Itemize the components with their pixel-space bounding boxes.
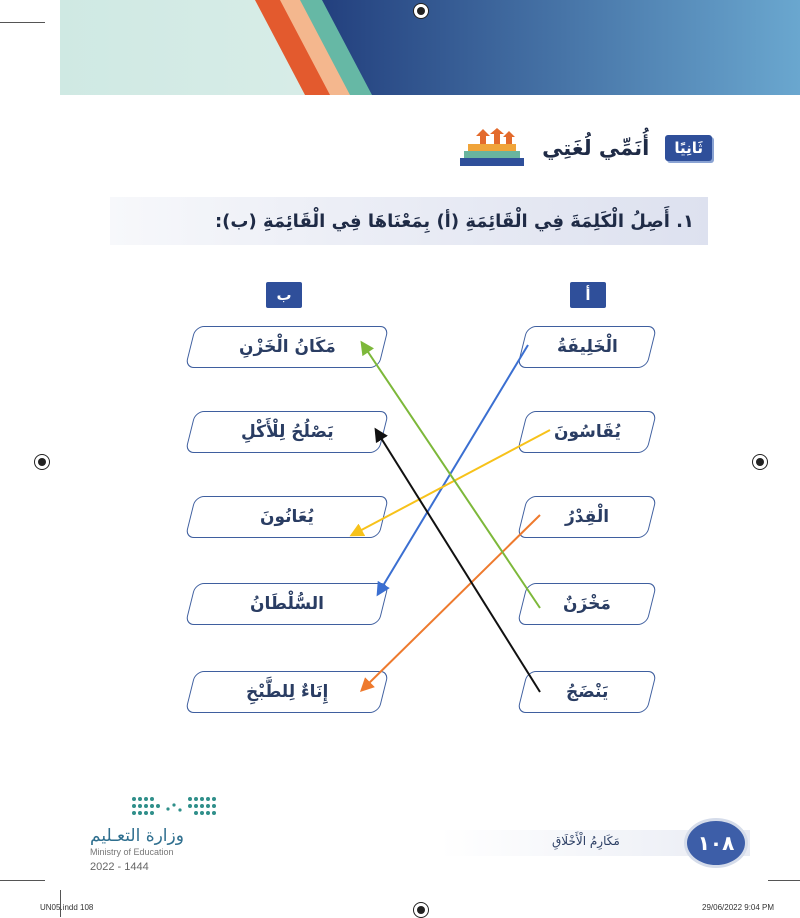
list-b-item[interactable]: السُّلْطَانُ <box>185 583 389 625</box>
ministry-name-arabic: وزارة التعـليم <box>90 826 184 846</box>
print-timestamp: 29/06/2022 9:04 PM <box>702 903 775 912</box>
unit-name: مَكَارِمُ الْأَخْلَاقِ <box>552 834 620 848</box>
registration-mark <box>34 454 50 470</box>
page-number: ١٠٨ <box>684 818 748 868</box>
edition-year: 2022 - 1444 <box>90 861 149 873</box>
section-title: أُنَمِّي لُغَتِي <box>542 136 650 160</box>
section-header <box>458 128 712 168</box>
column-b-label: ب <box>266 282 302 308</box>
list-a-item[interactable]: الْقِدْرُ <box>517 496 657 538</box>
books-icon <box>458 128 526 168</box>
list-a-item[interactable]: يُقَاسُونَ <box>517 411 657 453</box>
list-a-item[interactable]: يَنْضَجُ <box>517 671 657 713</box>
list-b-item[interactable]: يُعَانُونَ <box>185 496 389 538</box>
question-instruction: ١. أَصِلُ الْكَلِمَةَ فِي الْقَائِمَةِ (أ) بِمَعْنَاهَا فِي الْقَائِمَةِ (ب): <box>110 197 708 245</box>
header-banner <box>60 0 800 95</box>
match-arrow <box>376 430 540 692</box>
ministry-logo-icon <box>128 795 220 821</box>
ministry-name-english: Ministry of Education <box>90 847 174 857</box>
file-slug: UN05.indd 108 <box>40 903 94 912</box>
crop-mark <box>0 880 45 881</box>
section-badge: ثَانِيًا <box>665 135 712 161</box>
list-a-item[interactable]: مَخْزَنٌ <box>517 583 657 625</box>
list-b-item[interactable]: يَصْلُحُ لِلْأَكْلِ <box>185 411 389 453</box>
list-b-item[interactable]: إِنَاءٌ لِلطَّبْخِ <box>185 671 389 713</box>
crop-mark <box>0 22 45 23</box>
registration-mark <box>413 3 429 19</box>
list-a-item[interactable]: الْخَلِيفَةُ <box>517 326 657 368</box>
list-b-item[interactable]: مَكَانُ الْخَزْنِ <box>185 326 389 368</box>
registration-mark <box>752 454 768 470</box>
crop-mark <box>768 880 800 881</box>
match-arrow <box>378 345 528 594</box>
registration-mark <box>413 902 429 918</box>
match-arrow <box>362 515 540 690</box>
match-arrow <box>362 343 540 608</box>
column-a-label: أ <box>570 282 606 308</box>
